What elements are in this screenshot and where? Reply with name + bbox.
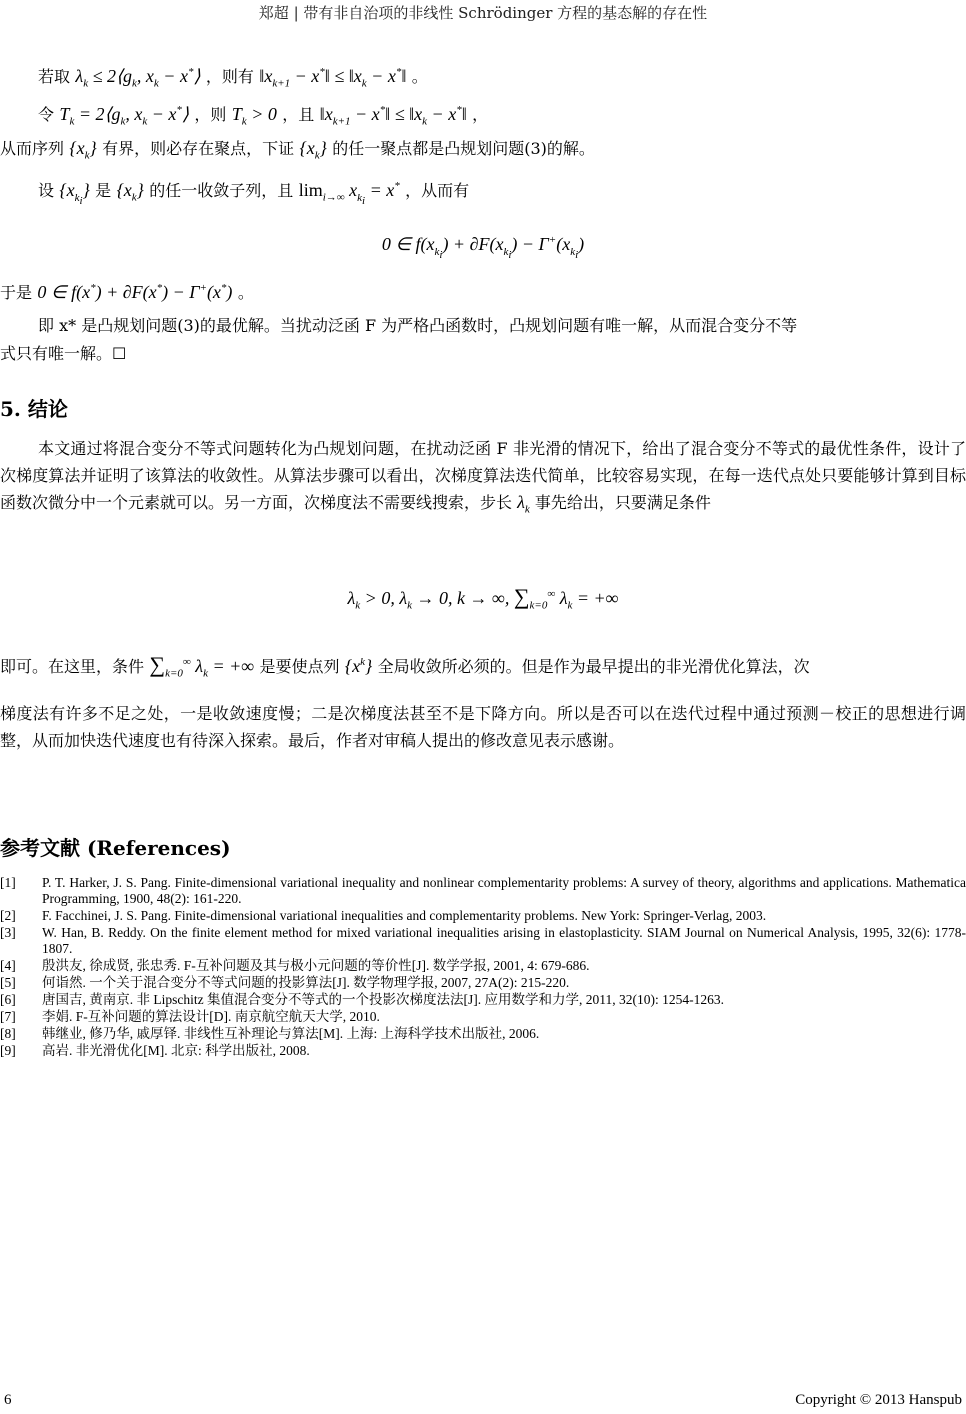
body-line-6: 于是 0 ∈ f(x*) + ∂F(x*) − Γ+(x*) 。	[0, 282, 254, 302]
formula-tk-def: $T_k$ = $2⟨g_k$, $x_k$ − x*⟩	[59, 104, 189, 128]
reference-item	[0, 1043, 966, 1059]
reference-text: 高岩. 非光滑优化[M]. 北京: 科学出版社, 2008.	[42, 1043, 310, 1058]
reference-text: P. T. Harker, J. S. Pang. Finite-dimensional variational inequality and nonlinear complementarity problems: A survey of theory, algorithms and applications. Mathematica Programming, 1900, 48(2): 161-220.	[42, 875, 966, 906]
qed-square-icon: ☐	[112, 344, 127, 363]
reference-number: [1]	[0, 875, 16, 890]
reference-text: F. Facchinei, J. S. Pang. Finite-dimensional variational inequalities and complementarity problems. New York: Springer-Verlag, 2003.	[42, 908, 767, 923]
section-title-conclusion: 5. 结论	[0, 397, 68, 421]
reference-item	[0, 1026, 966, 1042]
reference-number: [5]	[0, 975, 16, 990]
body-line-2: 令 $T_k$ = $2⟨g_k$, $x_k$ − x*⟩ ，则 $T_k > 0$ ，且 $‖x_{k+1}$ − x*‖ ≤ $‖x_k$ − x*‖ ，	[38, 104, 489, 128]
reference-number: [6]	[0, 992, 16, 1007]
body-line-4: 设 $\{x_{k_i}\}$ 是 $\{x_k\}$ 的任一收敛子列，且 $\lim_{i\to\infty} x_{k_i} = x^*$ ，从而有	[38, 180, 470, 207]
reference-text: 唐国吉, 黄南京. 非 Lipschitz 集值混合变分不等式的一个投影次梯度法法[J]. 应用数学和力学, 2011, 32(10): 1254-1263.	[42, 992, 724, 1007]
formula-limit: $\lim_{i\to\infty} x_{k_i} = x^*$	[298, 180, 400, 207]
reference-number: [3]	[0, 925, 16, 940]
formula-optimality: 0 ∈ f(x*) + ∂F(x*) − Γ+(x*)	[37, 282, 233, 302]
body-line-3: 从而序列 $\{x_k\}$ 有界，则必存在聚点，下证 $\{x_k\}$ 的任一聚点都是凸规划问题(3)的解。	[0, 138, 595, 162]
display-formula-step-conditions: $\lambda_k > 0$, $\lambda_k \to 0$, k → ∞, $\sum_{k=0}^\infty$ $\lambda_k$ = +∞	[347, 584, 619, 612]
formula-step-condition: $\lambda_k$ ≤ $2⟨g_k$, $x_k$ − x*⟩	[75, 66, 201, 90]
reference-item	[0, 1009, 966, 1025]
reference-number: [4]	[0, 958, 16, 973]
reference-item	[0, 875, 966, 907]
reference-item	[0, 992, 966, 1008]
reference-text: 殷洪友, 徐成贤, 张忠秀. F-互补问题及其与极小元问题的等价性[J]. 数学学报, 2001, 4: 679-686.	[42, 958, 590, 973]
copyright-notice: Copyright © 2013 Hanspub	[795, 1392, 962, 1408]
conclusion-paragraph-1: 本文通过将混合变分不等式问题转化为凸规划问题，在扰动泛函 F 非光滑的情况下，给出了混合变分不等式的最优性条件，设计了次梯度算法并证明了该算法的收敛性。从算法步骤可以看出，次梯度算法迭代简单，比较容易实现，在每一迭代点处只要能够计算到目标函数次微分中一个元素就可以。另一方面，次梯度法不需要线搜索，步长 $\lambda_k$ 事先给出，只要满足条件	[0, 439, 966, 516]
formula-norm-inequality: $‖x_{k+1}$ − x*‖ ≤ $‖x_k$ − x*‖	[259, 66, 407, 90]
running-header: 郑超 | 带有非自治项的非线性 Schrödinger 方程的基态解的存在性	[258, 4, 708, 22]
reference-item	[0, 975, 966, 991]
reference-text: W. Han, B. Reddy. On the finite element method for mixed variational inequalities arising in elastoplasticity. SIAM Journal on Numerical Analysis, 1995, 32(6): 1778-1807.	[42, 925, 966, 956]
conclusion-line-condition: 即可。在这里，条件 $\sum_{k=0}^\infty$ $\lambda_k$ = +∞ 是要使点列 $\{x^k\}$ 全局收敛所必须的。但是作为最早提出的非光滑优化算法，次	[0, 652, 810, 680]
reference-number: [9]	[0, 1043, 16, 1058]
reference-item	[0, 908, 966, 924]
reference-number: [8]	[0, 1026, 16, 1041]
display-formula-inclusion: 0 ∈ $f(x_{k_i}) + \partial F(x_{k_i}) - \Gamma^+(x_{k_i})$	[381, 234, 585, 261]
reference-list	[0, 875, 966, 1060]
conclusion-paragraph-2: 梯度法有许多不足之处，一是收敛速度慢；二是次梯度法甚至不是下降方向。所以是否可以在迭代过程中通过预测－校正的思想进行调整，从而加快迭代速度也有待深入探索。最后，作者对审稿人提出的修改意见表示感谢。	[0, 704, 966, 750]
body-line-1: 若取 $\lambda_k$ ≤ $2⟨g_k$, $x_k$ − x*⟩ ，则有 $‖x_{k+1}$ − x*‖ ≤ $‖x_k$ − x*‖ 。	[38, 66, 428, 90]
reference-item	[0, 958, 966, 974]
reference-number: [7]	[0, 1009, 16, 1024]
reference-item	[0, 925, 966, 957]
formula-tk-positive: $T_k > 0$	[231, 104, 277, 128]
reference-number: [2]	[0, 908, 16, 923]
body-line-8: 式只有唯一解。☐	[0, 344, 127, 363]
formula-norm-inequality-2: $‖x_{k+1}$ − x*‖ ≤ $‖x_k$ − x*‖	[319, 104, 467, 128]
page-number: 6	[4, 1392, 12, 1408]
references-title: 参考文献 (References)	[0, 836, 231, 860]
reference-text: 韩继业, 修乃华, 戚厚铎. 非线性互补理论与算法[M]. 上海: 上海科学技术出版社, 2006.	[42, 1026, 540, 1041]
reference-text: 何诣然. 一个关于混合变分不等式问题的投影算法[J]. 数学物理学报, 2007, 27A(2): 215-220.	[42, 975, 570, 990]
reference-text: 李娟. F-互补问题的算法设计[D]. 南京航空航天大学, 2010.	[42, 1009, 380, 1024]
body-line-7: 即 x* 是凸规划问题(3)的最优解。当扰动泛函 F 为严格凸函数时，凸规划问题有唯一解，从而混合变分不等	[38, 316, 798, 335]
